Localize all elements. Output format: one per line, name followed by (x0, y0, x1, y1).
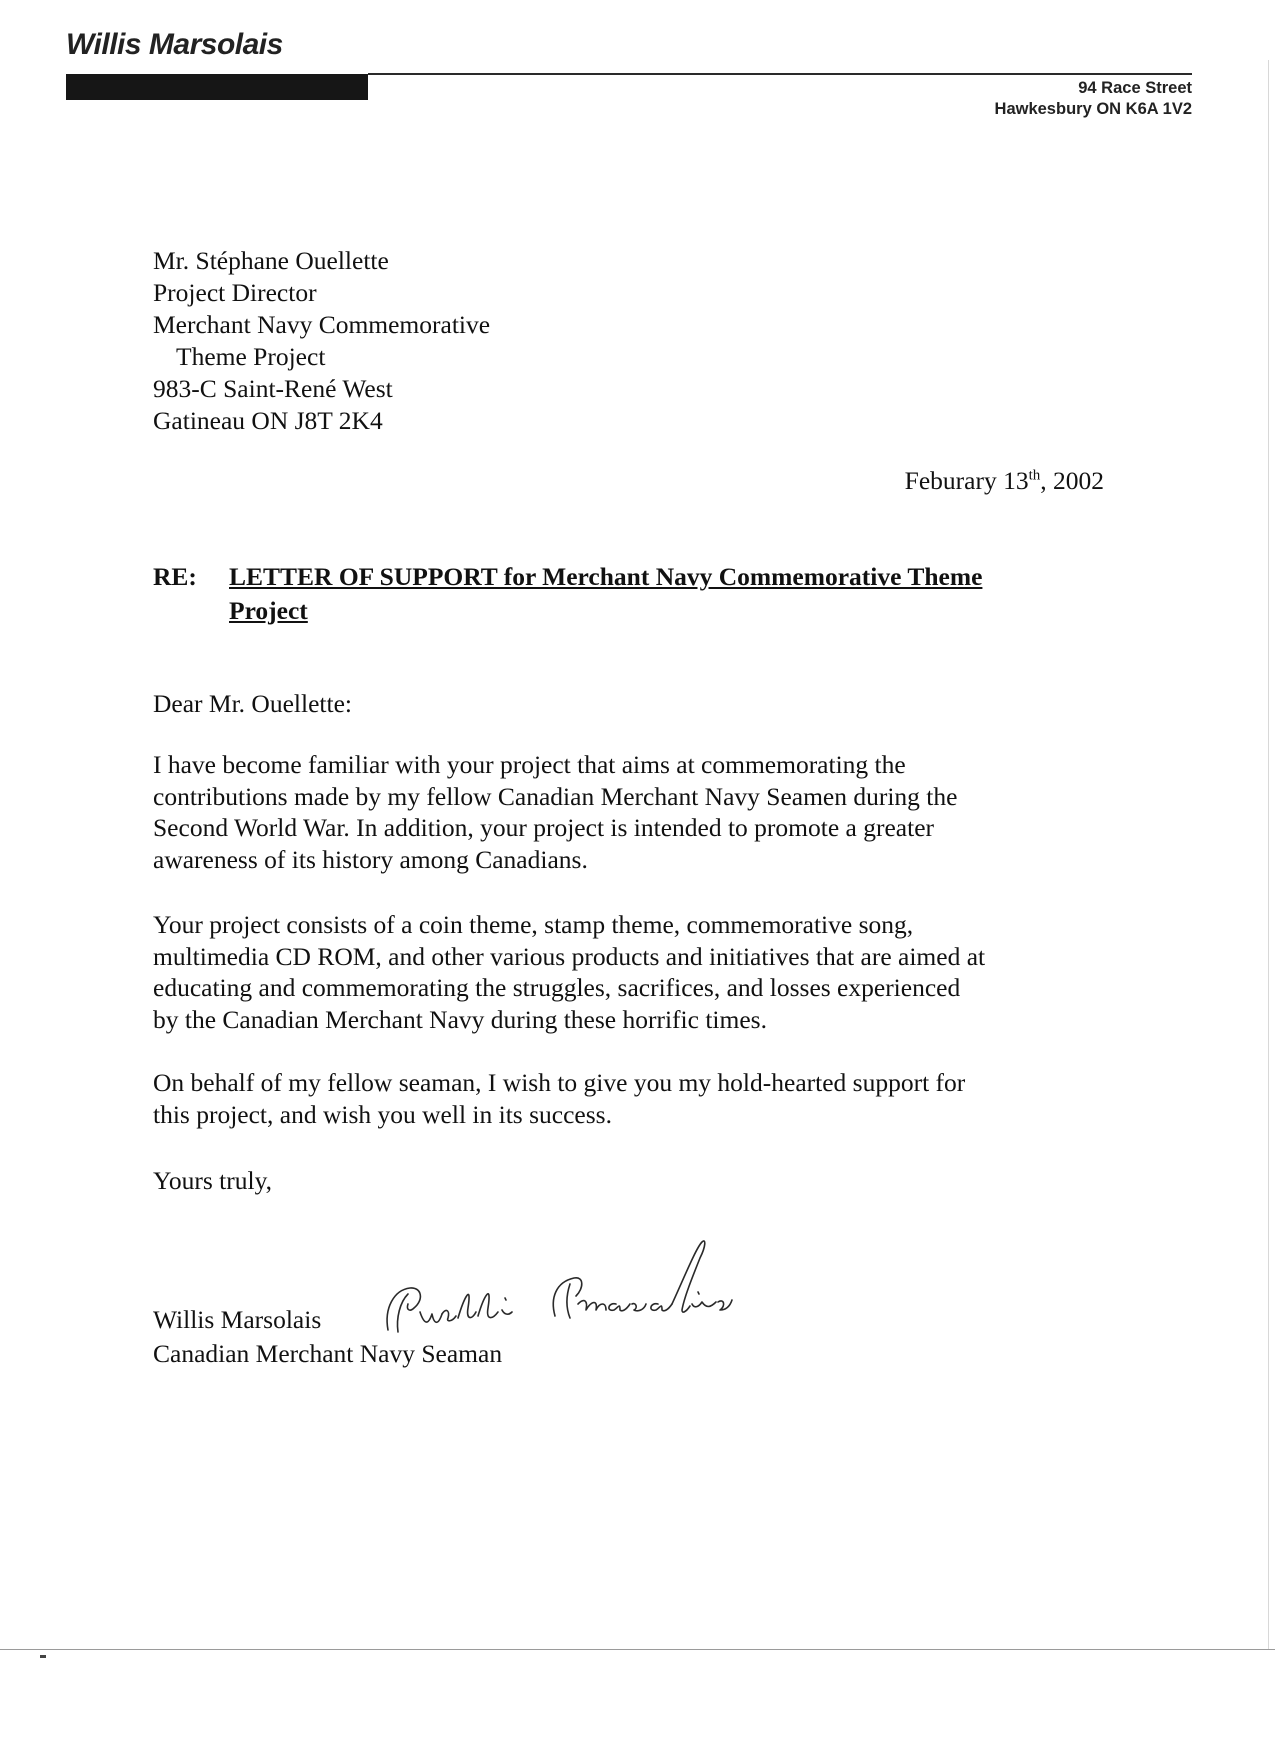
body-paragraph-2 (153, 909, 1098, 1035)
subject-label: RE: (153, 562, 197, 591)
paragraph-line: educating and commemorating the struggles, sacrifices, and losses experienced (153, 973, 961, 1002)
paragraph-line: I have become familiar with your project that aims at commemorating the (153, 750, 906, 779)
paragraph-line: On behalf of my fellow seaman, I wish to give you my hold-hearted support for (153, 1068, 966, 1097)
paragraph-line: contributions made by my fellow Canadian Merchant Navy Seamen during the (153, 781, 958, 811)
letter-date (905, 465, 1104, 497)
date-year: , 2002 (1040, 466, 1104, 495)
date-month-day: Feburary 13 (904, 466, 1029, 495)
subject-text-line1: LETTER OF SUPPORT for Merchant Navy Commemorative Theme (229, 562, 983, 591)
redacted-bar (66, 74, 368, 100)
paragraph-line: by the Canadian Merchant Navy during these horrific times. (153, 1004, 767, 1034)
handwritten-signature (380, 1238, 800, 1348)
paragraph-line: Your project consists of a coin theme, stamp theme, commemorative song, (153, 910, 914, 939)
paragraph-line: this project, and wish you well in its success. (153, 1099, 612, 1129)
subject-line (153, 560, 1098, 628)
recipient-street: 983-C Saint-René West (153, 374, 393, 403)
salutation: Dear Mr. Ouellette: (153, 689, 352, 718)
body-paragraph-3 (153, 1067, 1098, 1130)
recipient-org-line2: Theme Project (176, 342, 326, 371)
signer-name: Willis Marsolais (153, 1305, 322, 1334)
subject-line1 (153, 560, 1098, 594)
letterhead-name: Willis Marsolais (66, 28, 283, 61)
closing: Yours truly, (153, 1166, 273, 1195)
signer-title: Canadian Merchant Navy Seaman (153, 1339, 503, 1368)
scan-mark (40, 1655, 46, 1658)
paragraph-line: awareness of its history among Canadians. (153, 844, 588, 874)
sender-address-line2: Hawkesbury ON K6A 1V2 (994, 100, 1192, 118)
sender-address (995, 78, 1192, 120)
paragraph-line: multimedia CD ROM, and other various products and initiatives that are aimed at (153, 941, 986, 971)
body-paragraph-1 (153, 749, 1098, 875)
date-ordinal-suffix: th (1028, 467, 1041, 484)
recipient-title: Project Director (153, 278, 317, 307)
paragraph-line: Second World War. In addition, your project is intended to promote a greater (153, 813, 934, 842)
sender-address-line1: 94 Race Street (1078, 79, 1192, 97)
recipient-name: Mr. Stéphane Ouellette (153, 246, 389, 275)
header-rule (368, 73, 1192, 75)
recipient-org-line1: Merchant Navy Commemorative (153, 310, 491, 339)
page-edge (1268, 60, 1269, 1650)
subject-text-line2: Project (229, 596, 308, 625)
recipient-address-block (153, 245, 490, 437)
page-fold-line (0, 1649, 1275, 1650)
recipient-city: Gatineau ON J8T 2K4 (153, 406, 383, 435)
